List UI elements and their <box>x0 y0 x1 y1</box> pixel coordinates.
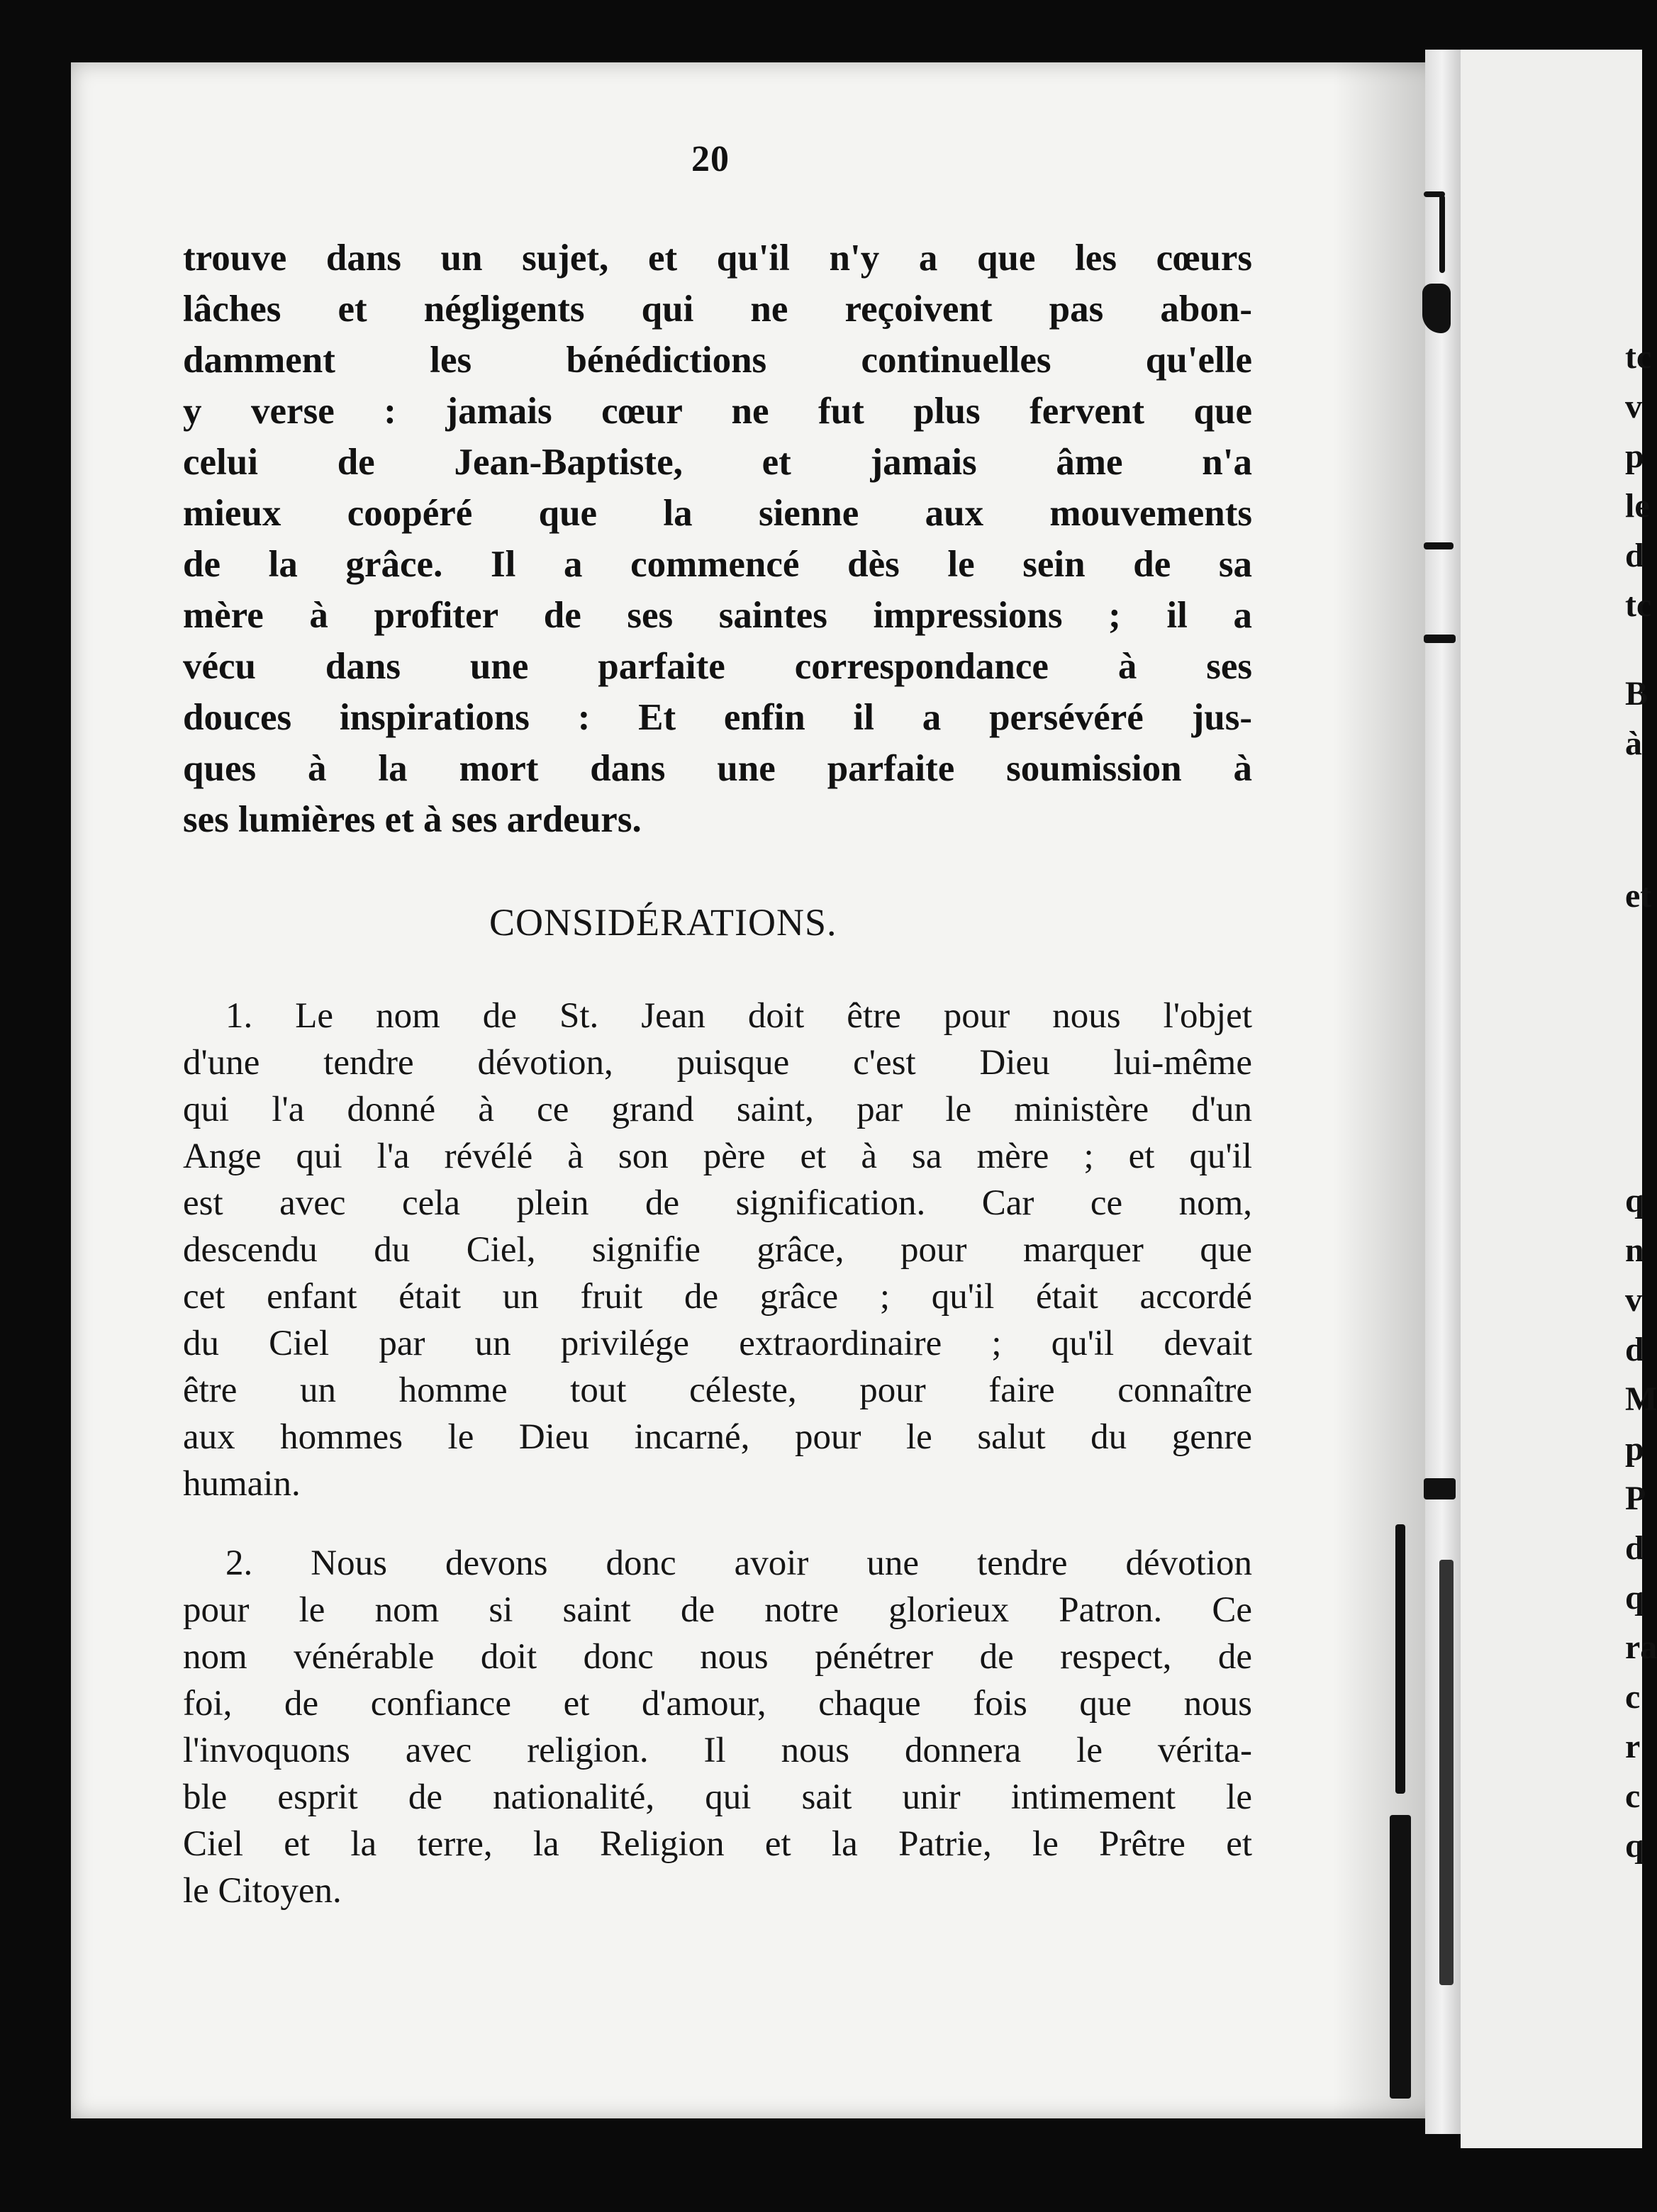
gutter-mark <box>1439 195 1445 273</box>
next-page-fragment: q <box>1625 1827 1644 1865</box>
paragraph-2-line: Ciel et la terre, la Religion et la Patrie, le Prêtre et <box>183 1824 1252 1864</box>
next-page-fragment: c <box>1625 1777 1641 1815</box>
paragraph-2-line: 2. Nous devons donc avoir une tendre dévotion <box>225 1543 1252 1583</box>
paragraph-1-line: descendu du Ciel, signifie grâce, pour marquer que <box>183 1230 1252 1270</box>
page-number: 20 <box>691 139 730 179</box>
page-edge-shadow <box>1333 62 1432 2118</box>
gutter-mark <box>1424 1478 1456 1499</box>
paragraph-2-line: pour le nom si saint de notre glorieux Patron. Ce <box>183 1590 1252 1630</box>
paragraph-2-line: le Citoyen. <box>183 1871 342 1911</box>
intro-line: vécu dans une parfaite correspondance à ses <box>183 646 1252 687</box>
next-page-fragment: tc <box>1625 338 1652 376</box>
next-page-fragment: p <box>1625 437 1644 475</box>
paragraph-1-line: être un homme tout céleste, pour faire connaître <box>183 1370 1252 1410</box>
gutter-mark <box>1439 1560 1454 1985</box>
gutter-mark <box>1395 1524 1405 1794</box>
next-page-fragment: d <box>1625 1529 1644 1567</box>
paragraph-1-line: d'une tendre dévotion, puisque c'est Dieu lui-même <box>183 1043 1252 1083</box>
paragraph-1-line: humain. <box>183 1464 301 1504</box>
paragraph-2-line: l'invoquons avec religion. Il nous donnera le vérita- <box>183 1731 1252 1770</box>
gutter-mark <box>1424 635 1456 643</box>
next-page-fragment: c <box>1625 1678 1641 1716</box>
intro-line: douces inspirations : Et enfin il a persévéré jus- <box>183 697 1252 738</box>
next-page-fragment: d <box>1625 537 1644 574</box>
next-page-fragment: à <box>1625 725 1642 762</box>
paragraph-2-line: nom vénérable doit donc nous pénétrer de respect, de <box>183 1637 1252 1677</box>
next-page-fragment: d <box>1625 1331 1644 1368</box>
intro-line: damment les bénédictions continuelles qu'elle <box>183 340 1252 381</box>
next-page-fragment: P <box>1625 1480 1646 1517</box>
next-page-fragment: q <box>1625 1579 1644 1616</box>
next-page-fragment: p <box>1625 1430 1644 1468</box>
paragraph-2-line: ble esprit de nationalité, qui sait unir intimement le <box>183 1777 1252 1817</box>
gutter-mark <box>1424 542 1454 549</box>
section-heading: CONSIDÉRATIONS. <box>489 901 837 944</box>
next-page-fragment: q <box>1625 1182 1644 1219</box>
intro-line: ques à la mort dans une parfaite soumission à <box>183 748 1252 789</box>
next-page-fragment: n <box>1625 1231 1644 1269</box>
next-page-sliver <box>1461 50 1657 2148</box>
paragraph-2-line: foi, de confiance et d'amour, chaque fois que nous <box>183 1684 1252 1724</box>
intro-line: trouve dans un sujet, et qu'il n'y a que les cœurs <box>183 238 1252 279</box>
intro-line: mieux coopéré que la sienne aux mouvements <box>183 493 1252 534</box>
next-page-fragment: ra <box>1625 1629 1657 1666</box>
gutter-mark <box>1422 284 1451 333</box>
next-page-fragment: v <box>1625 388 1642 425</box>
paragraph-1-line: du Ciel par un privilége extraordinaire ; qu'il devait <box>183 1324 1252 1363</box>
next-page-fragment: et <box>1625 877 1652 915</box>
intro-line: ses lumières et à ses ardeurs. <box>183 799 642 840</box>
paragraph-1-line: 1. Le nom de St. Jean doit être pour nous l'objet <box>225 996 1252 1036</box>
next-page-fragment: M <box>1625 1380 1657 1418</box>
intro-line: y verse : jamais cœur ne fut plus fervent que <box>183 391 1252 432</box>
paragraph-1-line: qui l'a donné à ce grand saint, par le ministère d'un <box>183 1090 1252 1129</box>
intro-line: celui de Jean-Baptiste, et jamais âme n'a <box>183 442 1252 483</box>
next-page-fragment: tc <box>1625 586 1652 624</box>
intro-line: mère à profiter de ses saintes impressions ; il a <box>183 595 1252 636</box>
next-page-fragment: le <box>1625 487 1650 525</box>
intro-line: de la grâce. Il a commencé dès le sein de sa <box>183 544 1252 585</box>
next-page-fragment: v <box>1625 1281 1642 1319</box>
gutter-mark <box>1390 1815 1411 2099</box>
paragraph-1-line: est avec cela plein de signification. Car ce nom, <box>183 1183 1252 1223</box>
next-page-fragment: B <box>1625 675 1648 713</box>
paragraph-1-line: aux hommes le Dieu incarné, pour le salut du genre <box>183 1417 1252 1457</box>
intro-line: lâches et négligents qui ne reçoivent pas abon- <box>183 289 1252 330</box>
paragraph-1-line: cet enfant était un fruit de grâce ; qu'il était accordé <box>183 1277 1252 1317</box>
next-page-fragment: r <box>1625 1728 1641 1765</box>
paragraph-1-line: Ange qui l'a révélé à son père et à sa mère ; et qu'il <box>183 1136 1252 1176</box>
